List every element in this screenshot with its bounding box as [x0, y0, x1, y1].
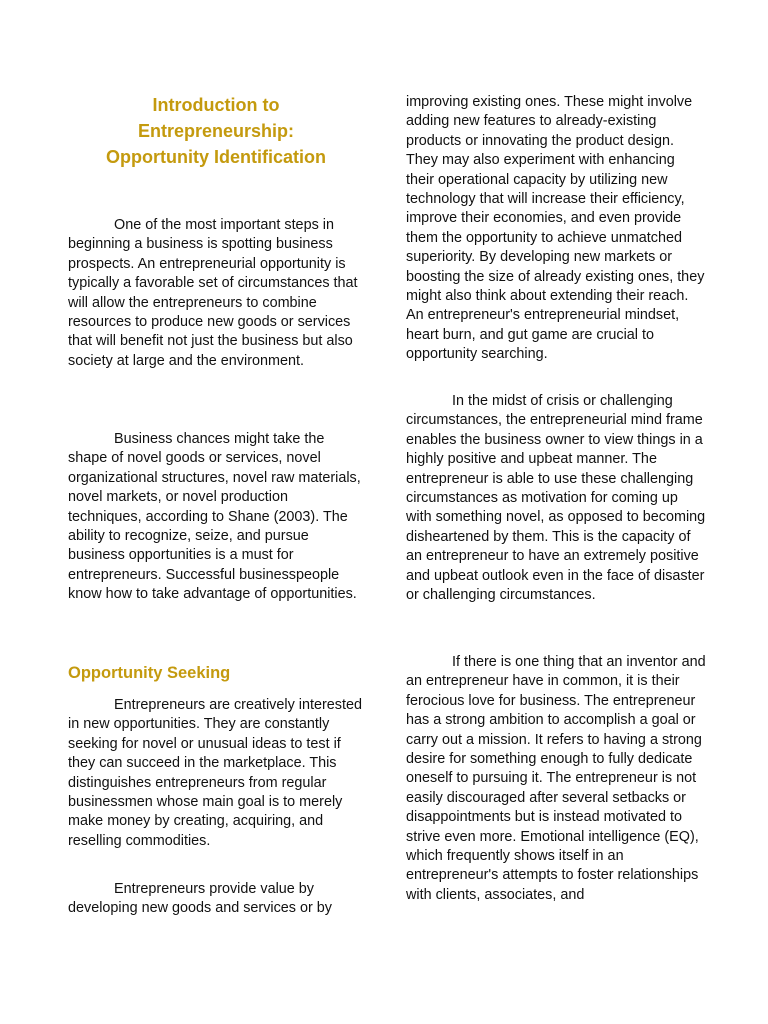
right-paragraph-1: improving existing ones. These might involve adding new features to already-existing products or innovating the product design. They may also experiment with enhancing their operational capacity by utilizing new technology that will increase their efficiency, improve their economies, and even provide them the opportunity to achieve unmatched superiority. By developing new markets or boosting the size of already existing ones, they might also think about extending their reach. An entrepreneur's entrepreneurial mindset, heart burn, and gut game are crucial to opportunity searching.	[406, 94, 705, 363]
left-paragraph-3: Entrepreneurs are creatively interested in new opportunities. They are constantly seeking for novel or unusual ideas to test if they can succeed in the marketplace. This distinguishes entrepreneurs from regular businessmen whose main goal is to merely make money by creating, acquiring, and reselling commodities.	[68, 697, 362, 849]
title-line-2: Entrepreneurship:	[137, 121, 295, 141]
right-paragraph-3: If there is one thing that an inventor and an entrepreneur have in common, it is their ferocious love for business. The entrepreneur has a strong ambition to accomplish a goal or carry out a mission. It refers to having a strong desire for something enough to fully dedicate oneself to pursuing it. The entrepreneur is not easily discouraged after several setbacks or disappointments but is instead motivated to strive even more. Emotional intelligence (EQ), which frequently shows itself in an entrepreneur's attempts to foster relationships with clients, associates, and	[406, 654, 706, 903]
right-paragraph-2: In the midst of crisis or challenging circumstances, the entrepreneurial mind frame enables the business owner to view things in a highly positive and upbeat manner. The entrepreneur is able to use these challenging circumstances as motivation for coming up with something novel, as opposed to becoming disheartened by them. This is the capacity of an entrepreneur to have an extremely positive and upbeat outlook even in the face of disaster or challenging circumstances.	[406, 393, 706, 604]
section-heading-opportunity-seeking: Opportunity Seeking	[68, 664, 231, 682]
title-line-1: Introduction to	[152, 95, 280, 115]
title-line-3: Opportunity Identification	[106, 147, 326, 167]
document-title	[68, 92, 364, 170]
left-paragraph-1: One of the most important steps in beginning a business is spotting business prospects. An entrepreneurial opportunity is typically a favorable set of circumstances that will allow the entrepreneurs to combine resources to produce new goods or services that will benefit not just the business but also society at large and the environment.	[68, 217, 358, 369]
left-paragraph-2: Business chances might take the shape of novel goods or services, novel organizational structures, novel raw materials, novel markets, or novel production techniques, according to Shane (2003). The ability to recognize, seize, and pursue business opportunities is a must for entrepreneurs. Successful businesspeople know how to take advantage of opportunities.	[68, 431, 361, 603]
left-paragraph-4: Entrepreneurs provide value by developing new goods and services or by	[68, 881, 332, 917]
